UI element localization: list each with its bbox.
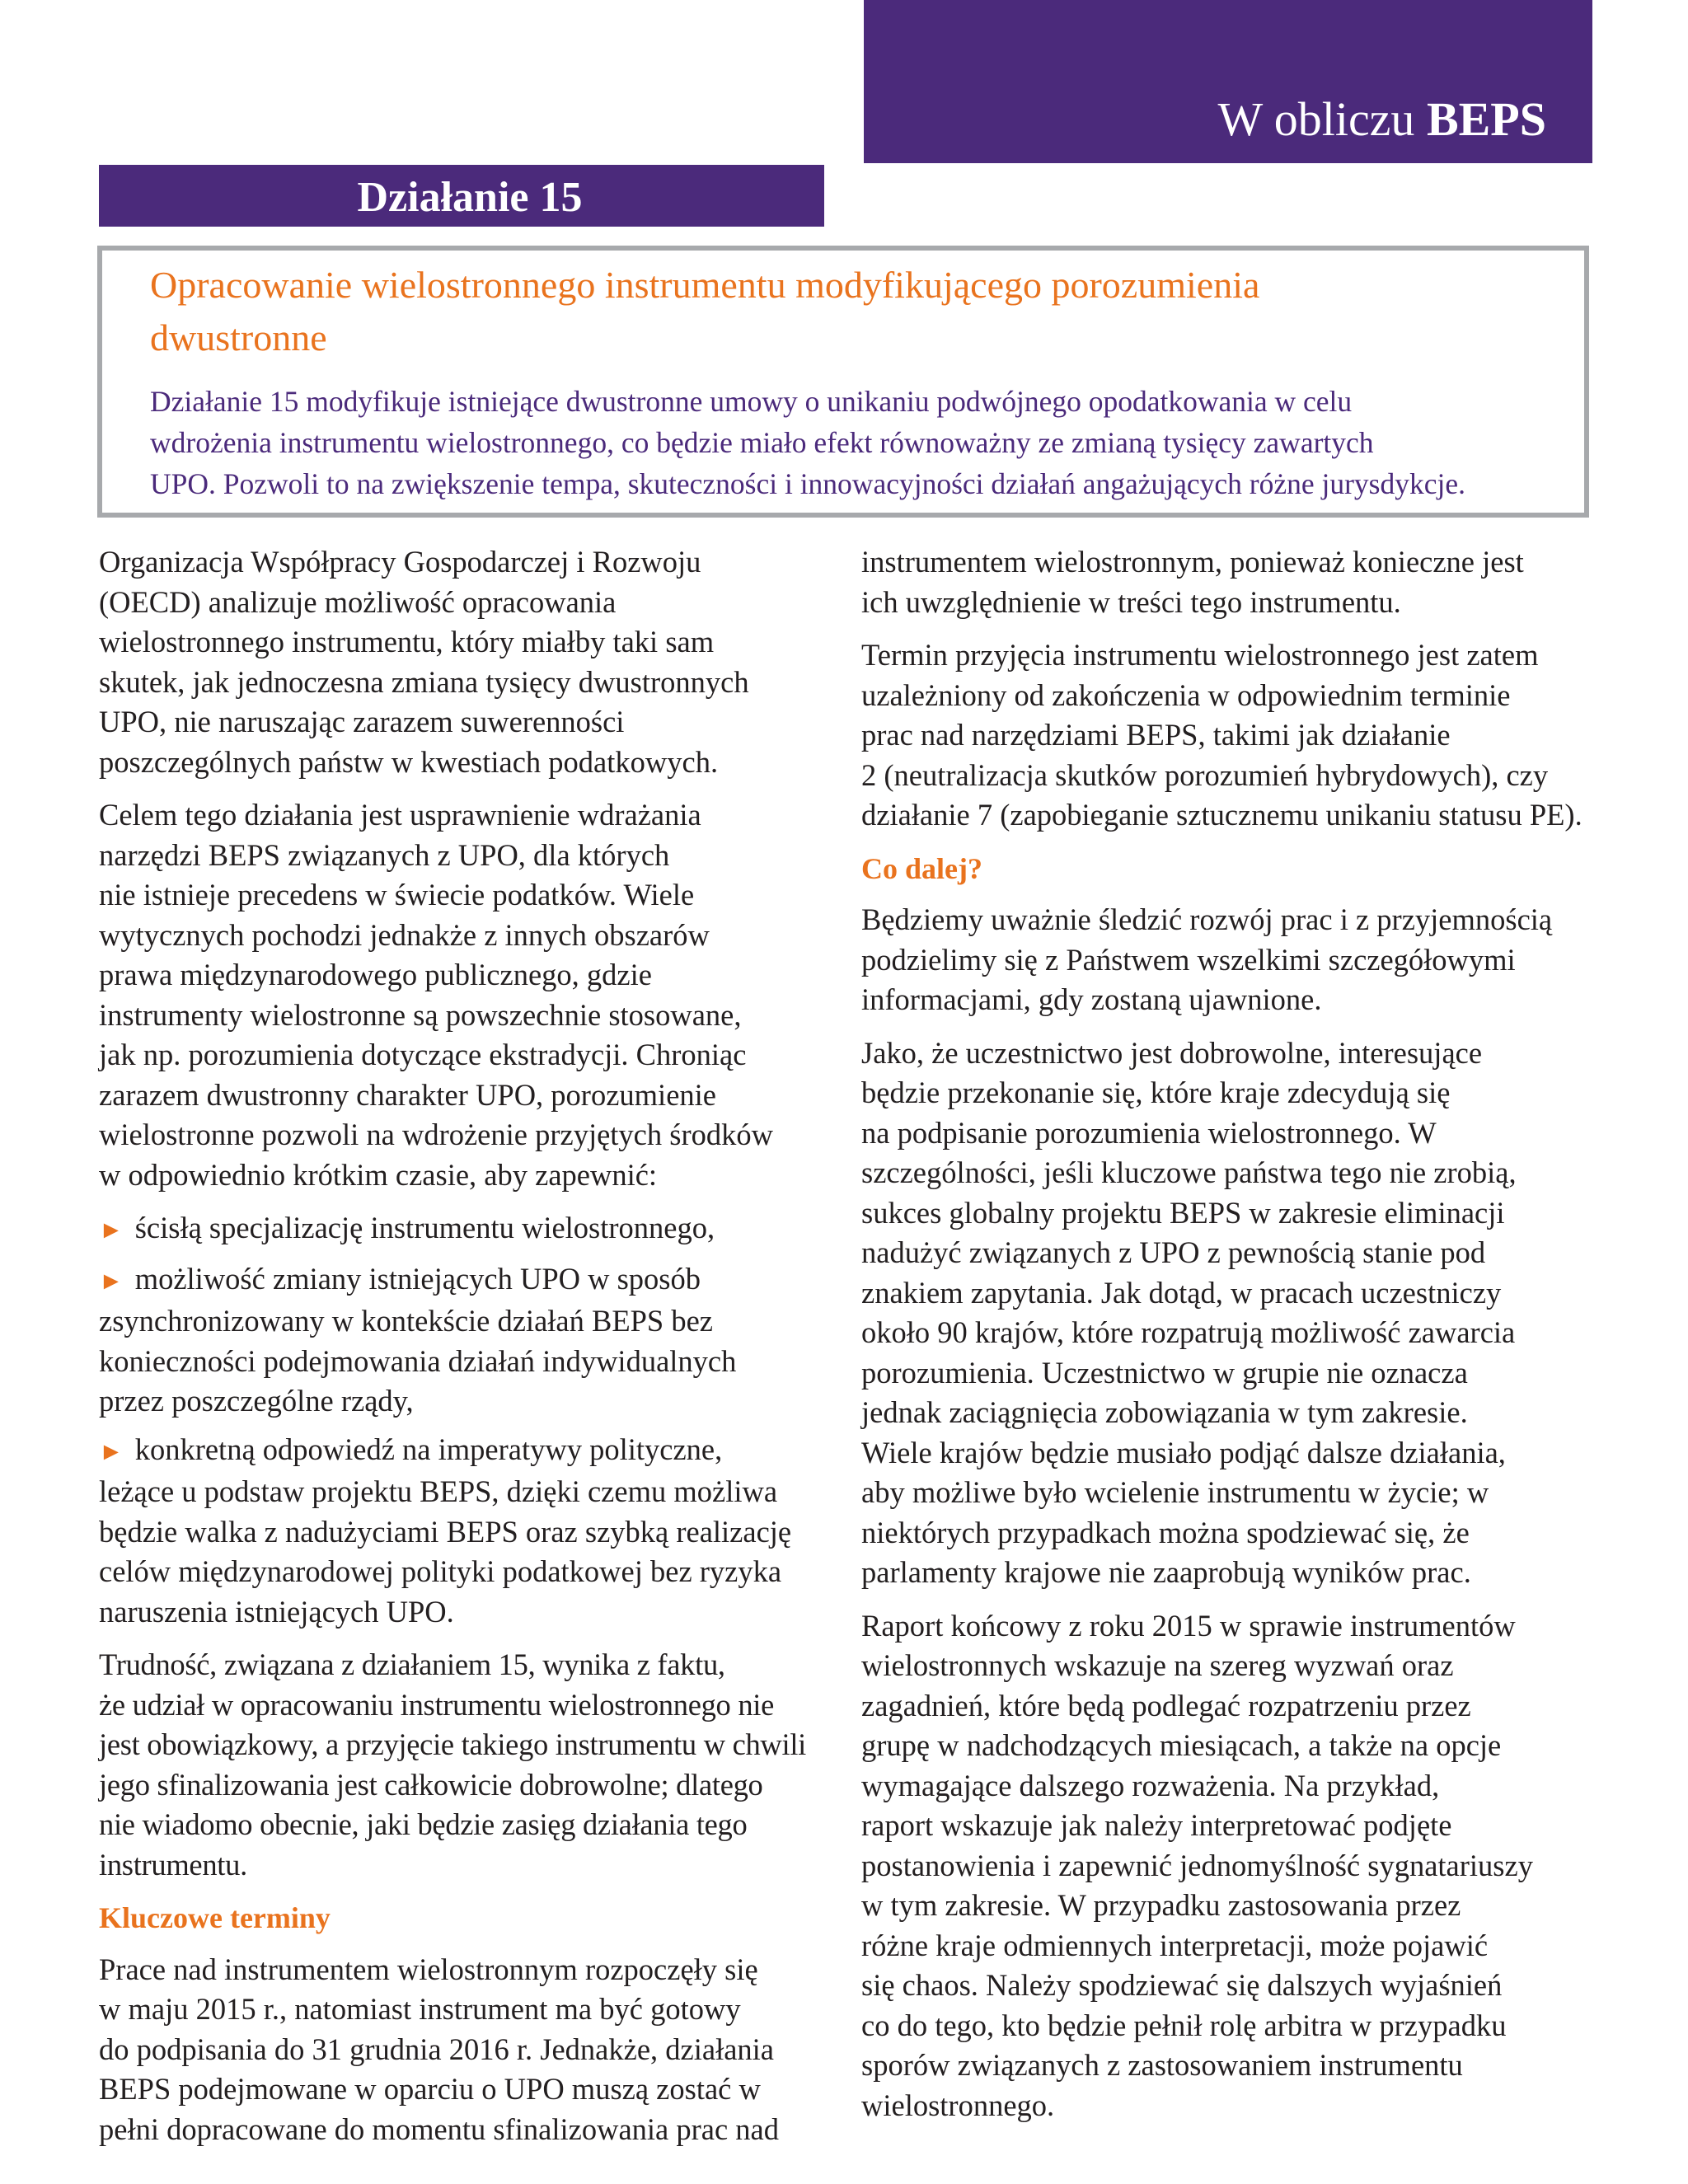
text-line: sporów związanych z zastosowaniem instrumentu	[861, 2048, 1463, 2082]
section-banner	[99, 165, 824, 227]
text-line: zsynchronizowany w kontekście działań BEPS bez	[99, 1304, 714, 1338]
text-line: będzie walka z nadużyciami BEPS oraz szybką realizację	[99, 1514, 792, 1549]
heading-next-steps: Co dalej?	[861, 851, 982, 885]
heading-key-dates: Kluczowe terminy	[99, 1901, 331, 1934]
text-line: wymagające dalszego rozważenia. Na przykład,	[861, 1768, 1440, 1802]
text-line	[99, 1259, 824, 1302]
text-line: grupę w nadchodzących miesiącach, a także na opcje	[861, 1728, 1502, 1762]
text-line: Celem tego działania jest usprawnienie wdrażania	[99, 798, 701, 832]
summary-title-line: Opracowanie wielostronnego instrumentu modyfikującego porozumienia	[150, 264, 1260, 306]
text-line: sukces globalny projektu BEPS w zakresie eliminacji	[861, 1195, 1505, 1230]
text-line: jednak zaciągnięcia zobowiązania w tym zakresie.	[861, 1395, 1468, 1429]
left-column	[99, 542, 824, 2163]
text-line: UPO, nie naruszając zarazem suwerenności	[99, 705, 625, 738]
text-line: ich uwzględnienie w treści tego instrumentu.	[861, 584, 1401, 619]
text-line: instrumenty wielostronne są powszechnie stosowane,	[99, 997, 742, 1032]
text-line	[99, 1430, 824, 1473]
header-banner	[864, 0, 1592, 163]
text-line: różne kraje odmiennych interpretacji, może pojawić	[861, 1928, 1489, 1962]
text-line: szczególności, jeśli kluczowe państwa tego nie zrobią,	[861, 1155, 1517, 1189]
text-line: instrumentu.	[99, 1847, 247, 1882]
text-line: prac nad narzędziami BEPS, takimi jak działanie	[861, 718, 1451, 752]
text-line: nie istnieje precedens w świecie podatków. Wiele	[99, 878, 695, 912]
paragraph	[99, 1645, 824, 1885]
text-line: że udział w opracowaniu instrumentu wielostronnego nie	[99, 1687, 775, 1722]
text-line: zarazem dwustronny charakter UPO, porozumienie	[99, 1077, 716, 1112]
text-line: podzielimy się z Państwem wszelkimi szczegółowymi	[861, 942, 1516, 977]
text-line: nadużyć związanych z UPO z pewnością stanie pod	[861, 1235, 1486, 1269]
arrow-right-icon: ►	[99, 1437, 124, 1465]
text-line: jak np. porozumienia dotyczące ekstradycji. Chroniąc	[99, 1038, 747, 1071]
bullet-item	[99, 1259, 824, 1422]
right-column	[861, 542, 1587, 2139]
text-line: niektórych przypadkach można spodziewać się, że	[861, 1515, 1470, 1549]
text-line: w tym zakresie. W przypadku zastosowania przez	[861, 1888, 1461, 1922]
text-line: wielostronne pozwoli na wdrożenie przyjętych środków	[99, 1118, 773, 1151]
text-line: parlamenty krajowe nie zaaprobują wyników prac.	[861, 1555, 1471, 1589]
text-line: BEPS podejmowane w oparciu o UPO muszą zostać w	[99, 2072, 761, 2106]
text-line: leżące u podstaw projektu BEPS, dzięki czemu możliwa	[99, 1474, 778, 1508]
text-line: prawa międzynarodowego publicznego, gdzie	[99, 958, 652, 991]
text-line: postanowienia i zapewnić jednomyślność sygnatariuszy	[861, 1848, 1533, 1882]
summary-text-line: wdrożenia instrumentu wielostronnego, co będzie miało efekt równoważny ze zmianą tysięcy zawartych	[150, 426, 1374, 459]
bullet-item	[99, 1430, 824, 1633]
summary-text-line: Działanie 15 modyfikuje istniejące dwustronne umowy o unikaniu podwójnego opodatkowania w celu	[150, 385, 1353, 418]
summary-title-line: dwustronne	[150, 316, 327, 359]
text-line: nie wiadomo obecnie, jaki będzie zasięg działania tego	[99, 1807, 748, 1841]
arrow-right-icon: ►	[99, 1267, 124, 1295]
text-line: Prace nad instrumentem wielostronnym rozpoczęły się	[99, 1952, 758, 1986]
paragraph	[99, 542, 824, 782]
summary-text	[150, 381, 1576, 504]
bullet-text: możliwość zmiany istniejących UPO w sposób	[134, 1261, 701, 1296]
paragraph	[861, 900, 1587, 1020]
text-line: się chaos. Należy spodziewać się dalszych wyjaśnień	[861, 1968, 1503, 2002]
text-line: zagadnień, które będą podlegać rozpatrzeniu przez	[861, 1688, 1471, 1722]
bullet-text: ścisłą specjalizację instrumentu wielostronnego,	[134, 1211, 715, 1244]
text-line: aby możliwe było wcielenie instrumentu w życie; w	[861, 1475, 1489, 1509]
text-line: Będziemy uważnie śledzić rozwój prac i z przyjemnością	[861, 902, 1553, 936]
text-line: skutek, jak jednoczesna zmiana tysięcy dwustronnych	[99, 664, 749, 699]
text-line: przez poszczególne rządy,	[99, 1384, 414, 1418]
text-line: około 90 krajów, które rozpatrują możliwość zawarcia	[861, 1315, 1516, 1349]
bullet-item	[99, 1208, 824, 1251]
paragraph	[861, 635, 1587, 836]
text-line: instrumentem wielostronnym, ponieważ konieczne jest	[861, 545, 1524, 579]
text-line: pełni dopracowane do momentu sfinalizowania prac nad	[99, 2111, 780, 2146]
text-line: porozumienia. Uczestnictwo w grupie nie oznacza	[861, 1355, 1468, 1390]
summary-title	[150, 259, 1543, 364]
text-line: na podpisanie porozumienia wielostronnego. W	[861, 1115, 1437, 1150]
text-line: działanie 7 (zapobieganie sztucznemu unikaniu statusu PE).	[861, 798, 1582, 832]
paragraph	[861, 1033, 1587, 1593]
text-line: jest obowiązkowy, a przyjęcie takiego instrumentu w chwili	[99, 1727, 807, 1761]
paragraph	[99, 1950, 824, 2150]
text-line: wytycznych pochodzi jednakże z innych obszarów	[99, 917, 710, 952]
summary-box	[97, 246, 1589, 518]
text-line: w maju 2015 r., natomiast instrument ma być gotowy	[99, 1992, 741, 2026]
text-line: naruszenia istniejących UPO.	[99, 1594, 454, 1629]
text-line: poszczególnych państw w kwestiach podatkowych.	[99, 744, 719, 779]
text-line: Jako, że uczestnictwo jest dobrowolne, interesujące	[861, 1035, 1483, 1070]
paragraph	[861, 1606, 1587, 2126]
text-line: narzędzi BEPS związanych z UPO, dla których	[99, 837, 670, 872]
summary-text-line: UPO. Pozwoli to na zwiększenie tempa, skuteczności i innowacyjności działań angażujących różne jurysdykcje.	[150, 467, 1465, 500]
brand-title: W obliczu BEPS	[1217, 92, 1546, 146]
arrow-right-icon: ►	[99, 1216, 124, 1244]
text-line: znakiem zapytania. Jak dotąd, w pracach uczestniczy	[861, 1275, 1502, 1310]
text-line	[99, 1208, 824, 1251]
text-line: wielostronnego.	[861, 2088, 1055, 2122]
text-line: wielostronnego instrumentu, który miałby taki sam	[99, 625, 715, 658]
text-line: Termin przyjęcia instrumentu wielostronnego jest zatem	[861, 638, 1539, 672]
section-title: Działanie 15	[357, 174, 583, 221]
text-line: 2 (neutralizacja skutków porozumień hybrydowych), czy	[861, 757, 1549, 792]
text-line: będzie przekonanie się, które kraje zdecydują się	[861, 1076, 1451, 1109]
text-line: celów międzynarodowej polityki podatkowej bez ryzyka	[99, 1554, 782, 1588]
text-line: Organizacja Współpracy Gospodarczej i Rozwoju	[99, 545, 701, 579]
text-line: Raport końcowy z roku 2015 w sprawie instrumentów	[861, 1608, 1516, 1643]
text-line: wielostronnych wskazuje na szereg wyzwań oraz	[861, 1648, 1454, 1682]
text-line: raport wskazuje jak należy interpretować podjęte	[861, 1808, 1452, 1842]
text-line: jego sfinalizowania jest całkowicie dobrowolne; dlatego	[99, 1767, 763, 1802]
text-line: uzależniony od zakończenia w odpowiednim terminie	[861, 677, 1511, 712]
bullet-text: konkretną odpowiedź na imperatywy polityczne,	[134, 1432, 723, 1466]
paragraph	[861, 542, 1587, 622]
text-line: Trudność, związana z działaniem 15, wynika z faktu,	[99, 1647, 725, 1681]
text-line: konieczności podejmowania działań indywidualnych	[99, 1343, 737, 1378]
text-line: do podpisania do 31 grudnia 2016 r. Jednakże, działania	[99, 2032, 775, 2066]
text-line: (OECD) analizuje możliwość opracowania	[99, 584, 617, 619]
text-line: w odpowiednio krótkim czasie, aby zapewnić:	[99, 1157, 658, 1192]
text-line: co do tego, kto będzie pełnił rolę arbitra w przypadku	[861, 2008, 1507, 2042]
text-line: informacjami, gdy zostaną ujawnione.	[861, 982, 1322, 1016]
text-line: Wiele krajów będzie musiało podjąć dalsze działania,	[861, 1435, 1506, 1469]
paragraph	[99, 795, 824, 1195]
